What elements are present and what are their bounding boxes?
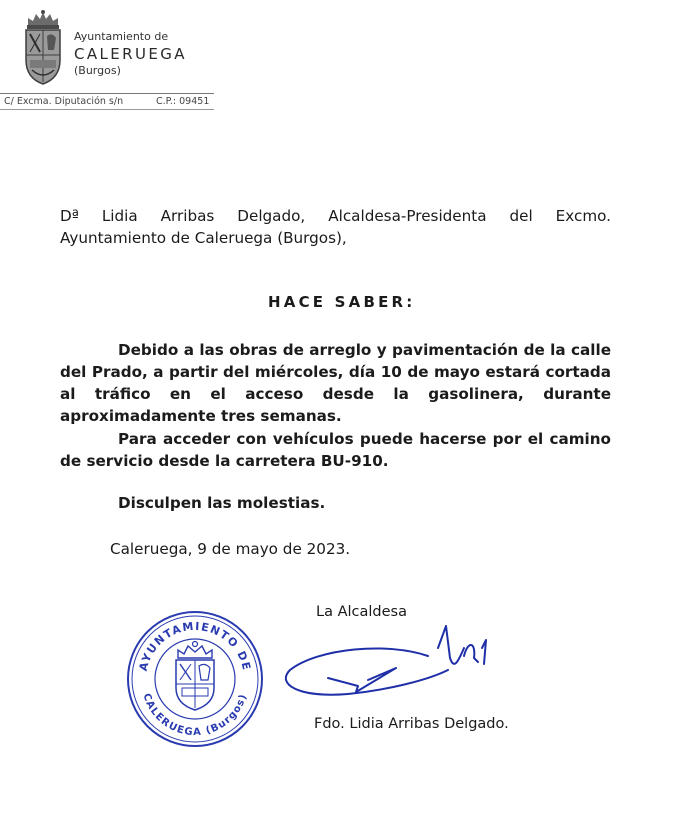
letterhead-postal-code: C.P.: 09451 — [156, 96, 210, 107]
official-seal-stamp — [124, 608, 266, 750]
letterhead — [0, 0, 214, 112]
letterhead-text — [74, 30, 187, 78]
letterhead-divider — [0, 93, 214, 94]
notice-heading: HACE SABER: — [268, 293, 416, 311]
date-line: Caleruega, 9 de mayo de 2023. — [110, 540, 351, 558]
seal-bottom-text: CALERUEGA (Burgos) — [140, 692, 250, 739]
notice-paragraph-2: Para acceder con vehículos puede hacerse por el camino de servicio desde la carretera BU-910. — [60, 430, 611, 470]
letterhead-address: C/ Excma. Diputación s/n — [4, 96, 124, 107]
letterhead-name: CALERUEGA — [74, 45, 187, 63]
letterhead-line3: (Burgos) — [74, 64, 121, 77]
coat-of-arms-logo — [22, 8, 64, 88]
notice-paragraph-3: Disculpen las molestias. — [118, 494, 326, 512]
signer-name: Fdo. Lidia Arribas Delgado. — [314, 716, 509, 732]
intro-paragraph: Dª Lidia Arribas Delgado, Alcaldesa-Presidenta del Excmo. Ayuntamiento de Caleruega (Burgos), — [60, 207, 611, 247]
handwritten-signature — [278, 618, 508, 708]
letterhead-underline — [0, 109, 214, 110]
notice-paragraph-1: Debido a las obras de arreglo y pavimentación de la calle del Prado, a partir del miércoles, día 10 de mayo estará cortada al tráfico en el acceso desde la gasolinera, durante aproximadamente tres semanas. — [60, 341, 611, 425]
seal-top-text: AYUNTAMIENTO DE — [136, 619, 254, 673]
letterhead-line1: Ayuntamiento de — [74, 30, 169, 43]
signer-title: La Alcaldesa — [316, 604, 407, 620]
